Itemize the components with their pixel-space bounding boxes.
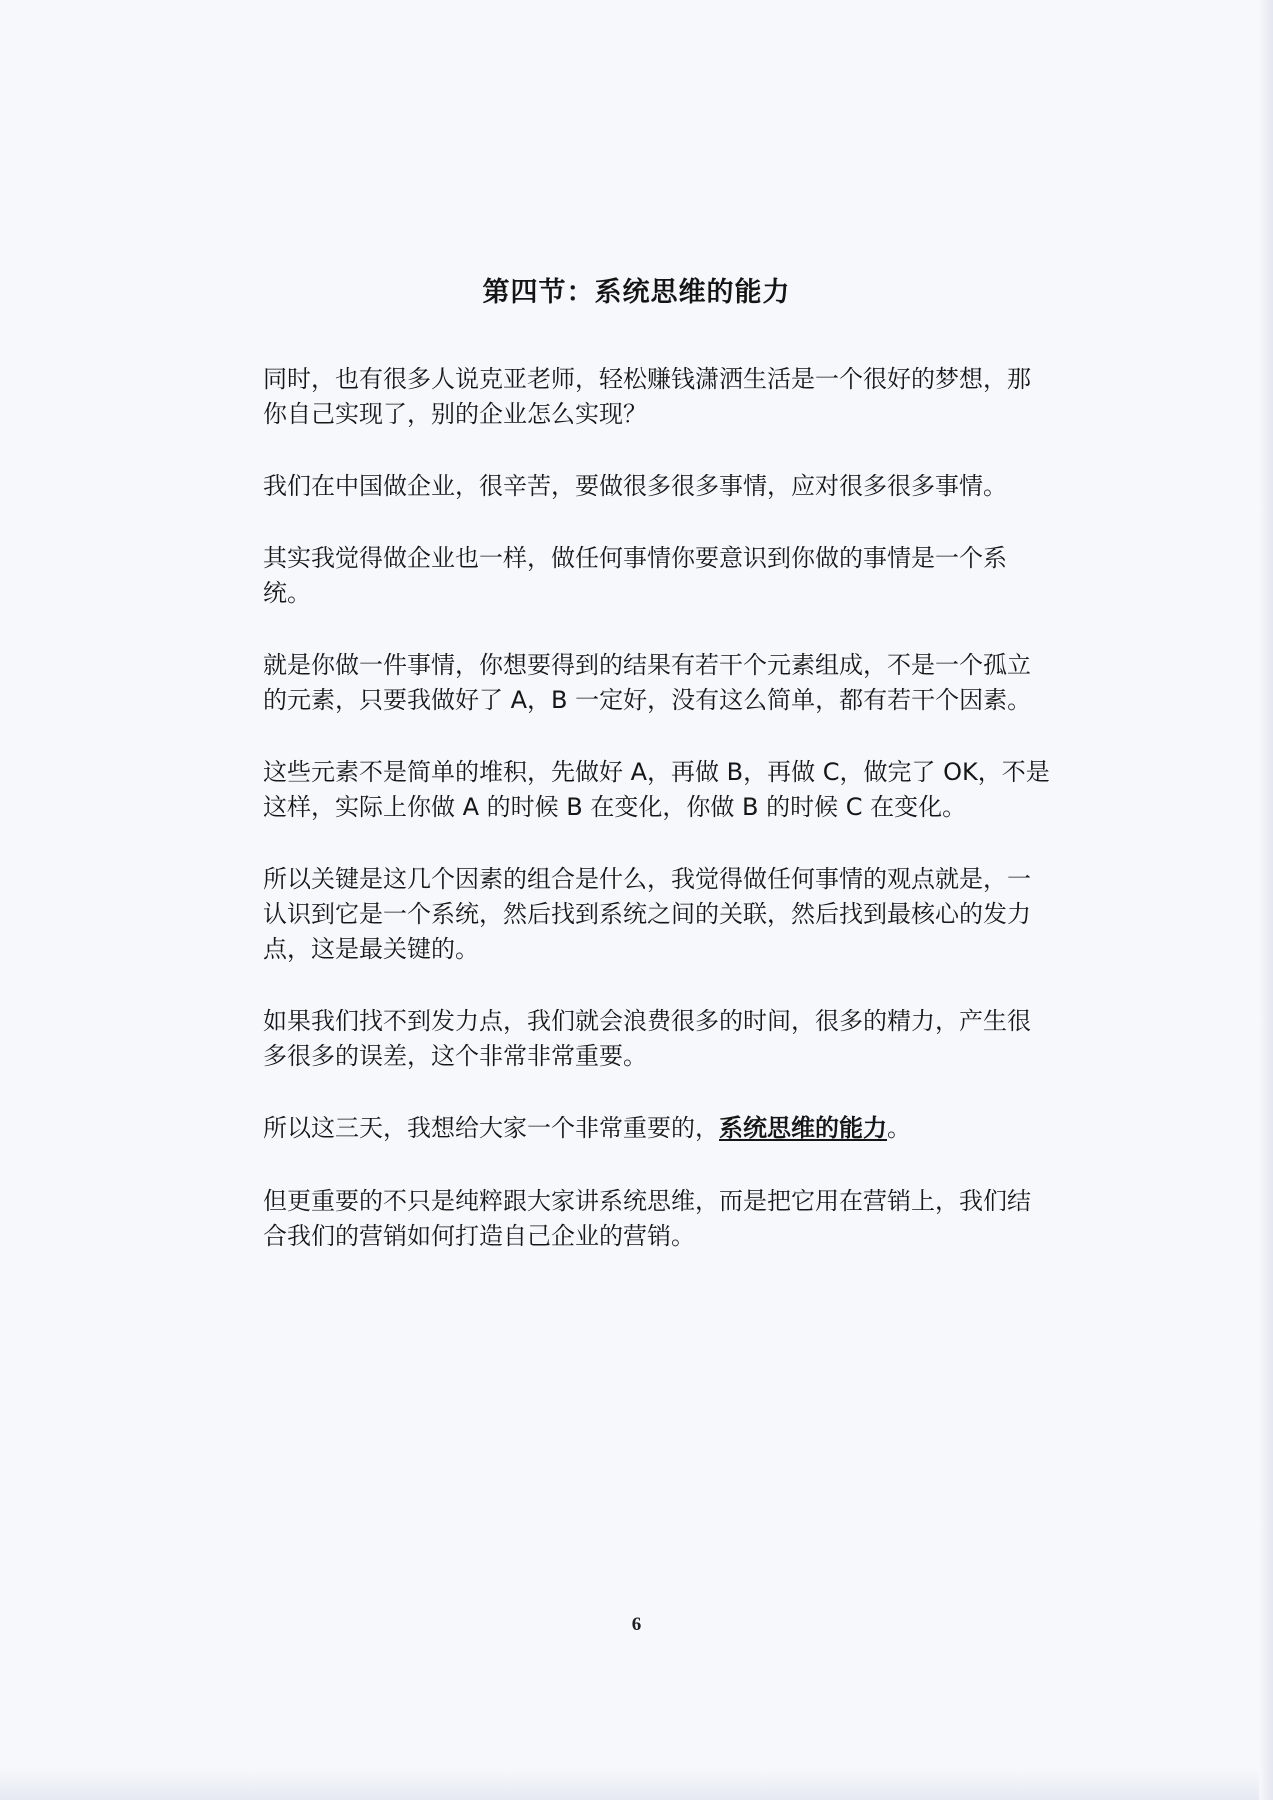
section-title: 第四节：系统思维的能力 [482,277,791,308]
scan-edge-bottom [0,1768,1273,1800]
body-text [263,362,1053,1291]
emphasis-trailing-text: 。 [887,1114,911,1142]
emphasis-phrase: 系统思维的能力 [719,1114,887,1142]
paragraph-1: 同时，也有很多人说克亚老师，轻松赚钱潇洒生活是一个很好的梦想，那你自己实现了，别的企业怎么实现？ [263,365,1031,428]
emphasis-lead-text: 所以这三天，我想给大家一个非常重要的， [263,1114,719,1142]
page-number: 6 [631,1614,642,1635]
paragraph-3: 其实我觉得做企业也一样，做任何事情你要意识到你做的事情是一个系统。 [263,544,1007,607]
paragraph-4: 就是你做一件事情，你想要得到的结果有若干个元素组成，不是一个孤立的元素，只要我做好了 A，B 一定好，没有这么简单，都有若干个因素。 [263,651,1032,714]
paragraph-5: 这些元素不是简单的堆积，先做好 A，再做 B，再做 C，做完了 OK，不是这样，实际上你做 A 的时候 B 在变化，你做 B 的时候 C 在变化。 [263,758,1050,821]
paragraph-2: 我们在中国做企业，很辛苦，要做很多很多事情，应对很多很多事情。 [263,472,1007,500]
paragraph-emphasis [263,1111,1053,1146]
scan-edge-right [1259,0,1273,1800]
paragraph-6: 所以关键是这几个因素的组合是什么，我觉得做任何事情的观点就是，一认识到它是一个系统，然后找到系统之间的关联，然后找到最核心的发力点，这是最关键的。 [263,865,1031,963]
paragraph-closing: 但更重要的不只是纯粹跟大家讲系统思维，而是把它用在营销上，我们结合我们的营销如何打造自己企业的营销。 [263,1187,1031,1250]
paragraph-7: 如果我们找不到发力点，我们就会浪费很多的时间，很多的精力，产生很多很多的误差，这个非常非常重要。 [263,1007,1031,1070]
